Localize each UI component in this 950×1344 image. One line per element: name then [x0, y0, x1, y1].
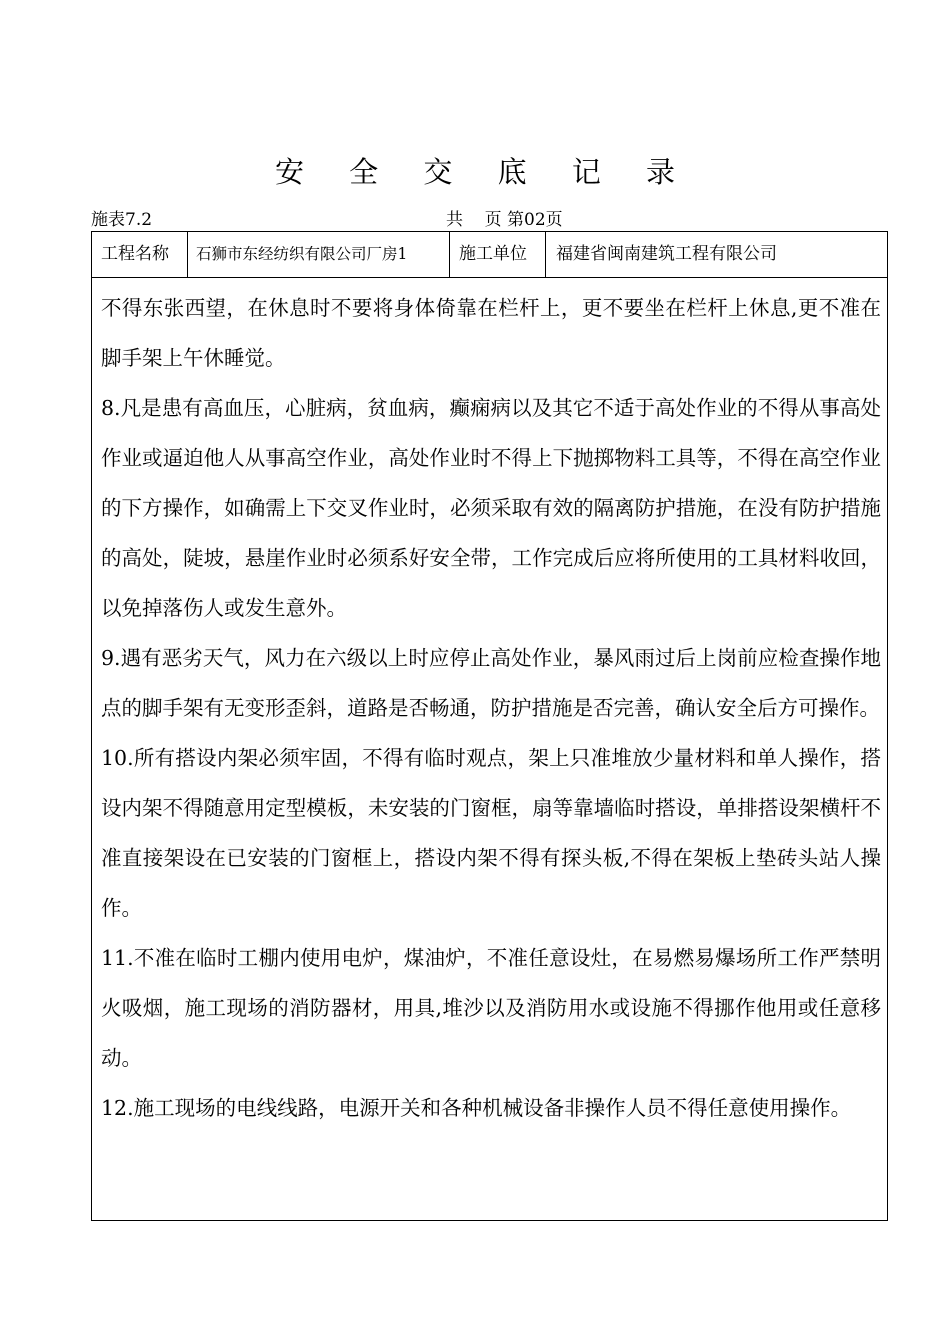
paragraph-item-9: 9.遇有恶劣天气，风力在六级以上时应停止高处作业，暴风雨过后上岗前应检查操作地点的脚手架有无变形歪斜，道路是否畅通，防护措施是否完善，确认安全后方可操作。: [101, 646, 881, 720]
column-divider: [449, 232, 450, 277]
document-title: 安 全 交 底 记 录: [274, 155, 694, 189]
table-header-row: [92, 232, 887, 278]
contractor-value: 福建省闽南建筑工程有限公司: [556, 244, 777, 264]
column-divider: [545, 232, 546, 277]
project-name-label: 工程名称: [101, 244, 169, 264]
record-table: [91, 231, 888, 1221]
form-code: 施表7.2: [91, 210, 153, 230]
paragraph-item-10: 10.所有搭设内架必须牢固，不得有临时观点，架上只准堆放少量材料和单人操作，搭设内架不得随意用定型模板，未安装的门窗框，扇等靠墙临时搭设，单排搭设架横杆不准直接架设在已安装的门窗框上，搭设内架不得有探头板,不得在架板上垫砖头站人操作。: [101, 746, 881, 920]
paragraph-item-12: 12.施工现场的电线线路，电源开关和各种机械设备非操作人员不得任意使用操作。: [101, 1096, 852, 1120]
paragraph-item-11: 11.不准在临时工棚内使用电炉，煤油炉，不准任意设灶，在易燃易爆场所工作严禁明火吸烟，施工现场的消防器材，用具,堆沙以及消防用水或设施不得挪作他用或任意移动。: [101, 946, 881, 1070]
contractor-label: 施工单位: [459, 244, 527, 264]
column-divider: [187, 232, 188, 277]
paragraph-item-8: 8.凡是患有高血压，心脏病，贫血病，癫痫病以及其它不适于高处作业的不得从事高处作业或逼迫他人从事高空作业，高处作业时不得上下抛掷物料工具等，不得在高空作业的下方操作，如确需上下交叉作业时，必须采取有效的隔离防护措施，在没有防护措施的高处，陡坡，悬崖作业时必须系好安全带，工作完成后应将所使用的工具材料收回，以免掉落伤人或发生意外。: [101, 396, 881, 620]
paragraph-continuation: 不得东张西望，在休息时不要将身体倚靠在栏杆上，更不要坐在栏杆上休息,更不准在脚手架上午休睡觉。: [101, 296, 881, 370]
project-name-value: 石狮市东经纺织有限公司厂房1: [196, 245, 408, 263]
safety-instructions: [101, 283, 881, 1133]
page-info: 共 页 第02页: [446, 210, 563, 230]
